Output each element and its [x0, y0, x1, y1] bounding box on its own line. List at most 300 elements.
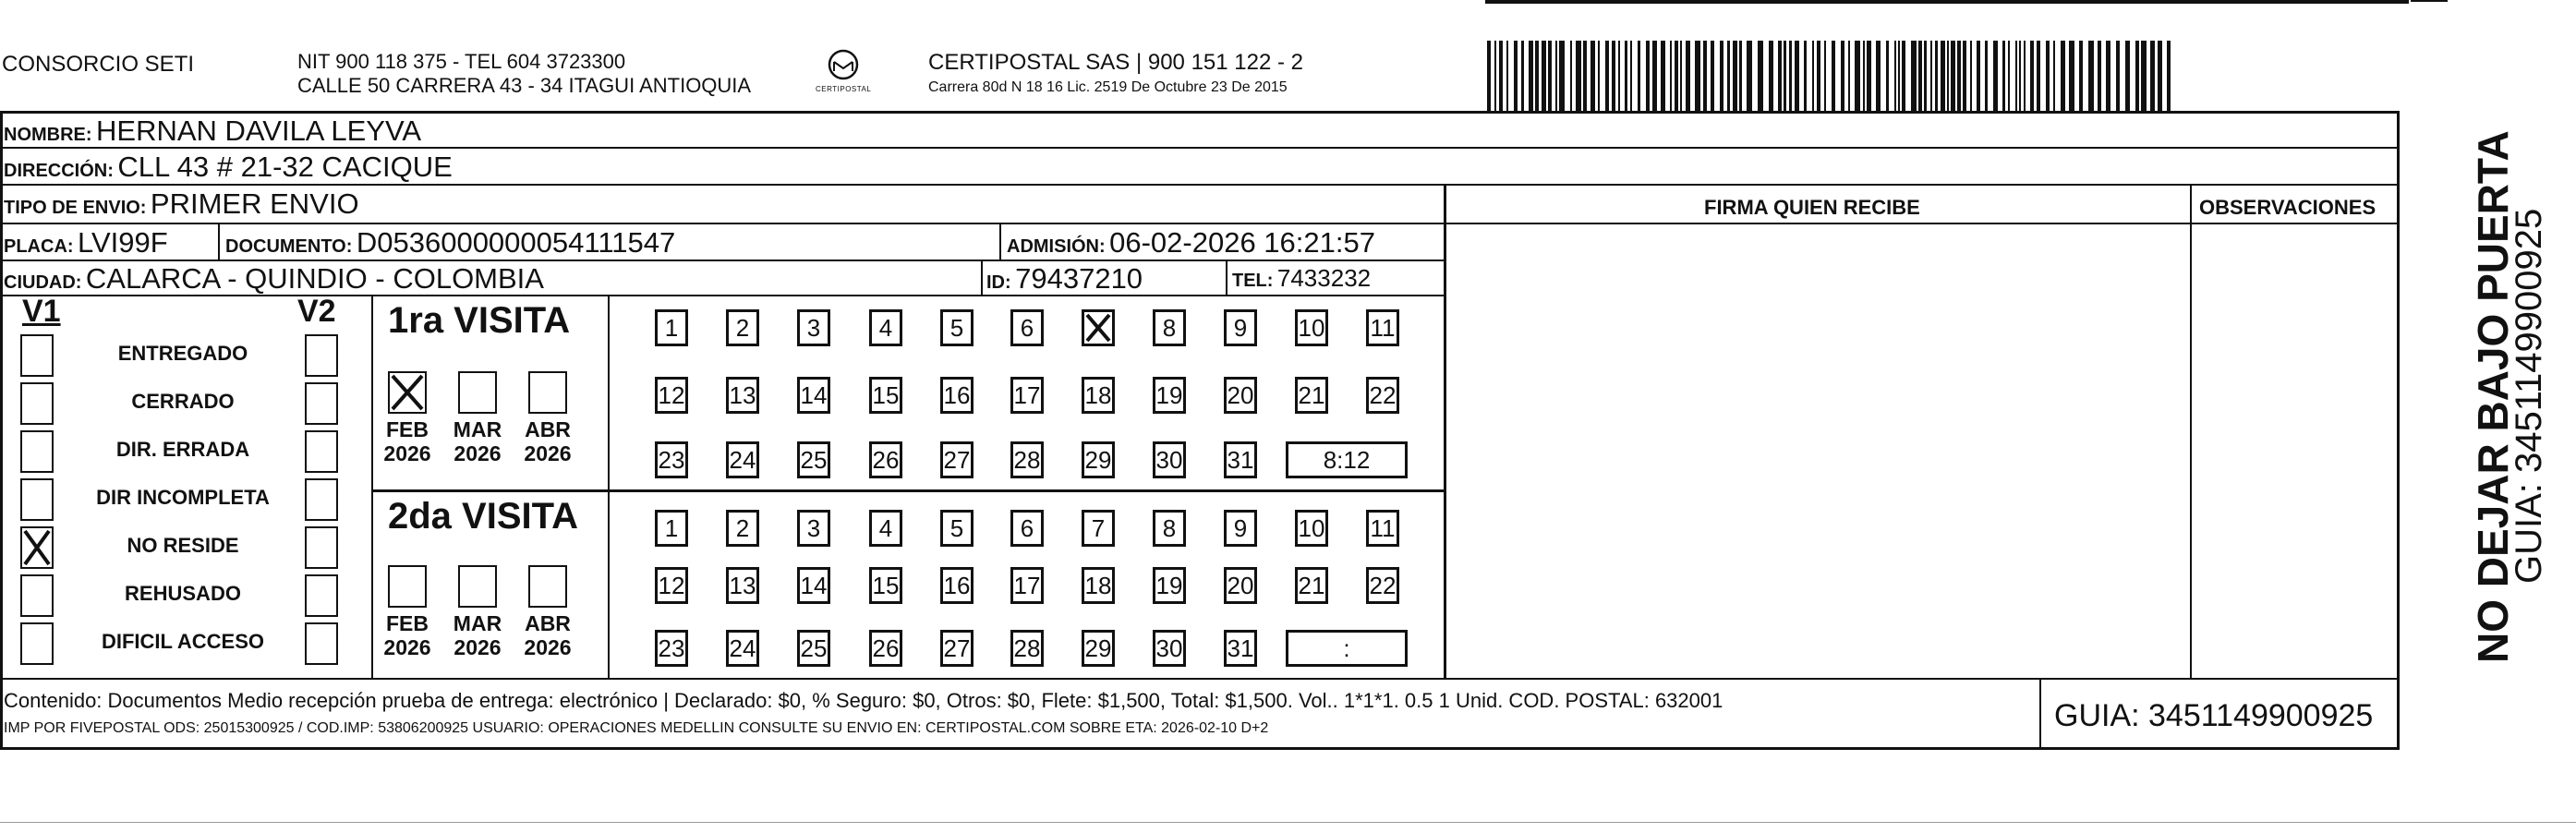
second-visit-day-box[interactable]: [940, 630, 974, 667]
barcode-bar: [1494, 41, 1496, 111]
first-visit-day-number: 27: [943, 446, 971, 474]
envelope-logo-icon: [816, 46, 871, 102]
barcode-bar: [1824, 41, 1826, 111]
first-visit-day-box[interactable]: [940, 441, 974, 478]
first-visit-day-box[interactable]: [797, 441, 830, 478]
barcode-bar: [1680, 41, 1682, 111]
second-visit-day-number: 4: [878, 514, 893, 542]
barcode-bar: [1957, 41, 1961, 111]
barcode-bar: [1848, 41, 1850, 111]
second-visit-day-number: 20: [1227, 572, 1254, 599]
ciudad-label: CIUDAD:: [4, 272, 82, 293]
barcode-bar: [1855, 41, 1860, 111]
placa-field: [4, 226, 168, 260]
v1-checkbox[interactable]: [20, 430, 54, 473]
admision-value: 06-02-2026 16:21:57: [1109, 226, 1375, 259]
v1-checkbox[interactable]: [20, 382, 54, 425]
barcode-bar: [1804, 41, 1807, 111]
second-visit-day-box[interactable]: [1010, 510, 1044, 547]
month-label: ABR: [525, 611, 571, 635]
first-visit-day-number: 12: [658, 381, 685, 409]
barcode-bar: [1576, 41, 1581, 111]
v2-checkbox[interactable]: [305, 622, 338, 665]
second-visit-day-number: 1: [664, 514, 679, 542]
barcode-bar: [1506, 41, 1508, 111]
year-label: 2026: [454, 441, 502, 465]
barcode-bar: [1670, 41, 1672, 111]
second-visit-day-number: 25: [800, 634, 828, 662]
barcode-bar: [1894, 41, 1896, 111]
first-visit-day-number: 1: [664, 314, 679, 342]
first-visit-day-number: 13: [729, 381, 756, 409]
tipo-envio-label: TIPO DE ENVIO:: [4, 198, 147, 218]
barcode: [1485, 41, 2171, 111]
barcode-bar: [1583, 41, 1587, 111]
observaciones-label: OBSERVACIONES: [2199, 196, 2376, 219]
first-visit-day-number: 11: [1370, 314, 1396, 342]
first-visit-day-box[interactable]: [1082, 309, 1115, 346]
month-checkbox[interactable]: [528, 565, 567, 608]
barcode-bar: [1778, 41, 1782, 111]
second-visit-day-number: 2: [735, 514, 750, 542]
barcode-bar: [1499, 41, 1503, 111]
barcode-bar: [2150, 41, 2155, 111]
second-visit-title: 2da VISITA: [388, 496, 578, 537]
month-checkbox[interactable]: [458, 371, 497, 414]
first-visit-day-box[interactable]: [1224, 441, 1257, 478]
second-visit-day-number: 30: [1155, 634, 1183, 662]
barcode-bar: [2098, 41, 2101, 111]
first-visit-day-number: 17: [1013, 381, 1041, 409]
x-mark-icon: [390, 373, 425, 412]
second-visit-day-box[interactable]: [726, 630, 759, 667]
x-mark-icon: [1084, 312, 1112, 344]
tel-field: [1232, 264, 1371, 293]
first-visit-day-number: 29: [1084, 446, 1112, 474]
second-visit-day-number: 23: [658, 634, 685, 662]
address-line: CALLE 50 CARRERA 43 - 34 ITAGUI ANTIOQUIA: [297, 74, 752, 97]
barcode-bar: [2046, 41, 2050, 111]
first-visit-day-box[interactable]: [869, 441, 902, 478]
documento-label: DOCUMENTO:: [225, 236, 353, 257]
imp-line: IMP POR FIVEPOSTAL ODS: 25015300925 / COD.IMP: 53806200925 USUARIO: OPERACIONES MEDELLIN CONSULTE SU ENVIO EN: CERTIPOSTAL.COM SOBRE ETA: 2026-02-10 D+2: [4, 720, 1269, 736]
first-visit-day-number: 5: [949, 314, 964, 342]
barcode-bar: [1590, 41, 1595, 111]
nombre-label: NOMBRE:: [4, 125, 92, 145]
second-visit-day-box[interactable]: [1153, 510, 1186, 547]
barcode-bar: [1675, 41, 1678, 111]
first-visit-day-box[interactable]: [1295, 377, 1328, 414]
second-visit-day-number: 5: [949, 514, 964, 542]
barcode-bar: [2019, 41, 2021, 111]
second-visit-day-number: 21: [1298, 572, 1325, 599]
certipostal-logo: [816, 46, 871, 102]
barcode-bar: [1898, 41, 1900, 111]
barcode-bar: [1542, 41, 1546, 111]
barcode-bar: [1977, 41, 1980, 111]
month-label: FEB: [386, 417, 429, 441]
barcode-bar: [2141, 41, 2147, 111]
barcode-bar: [1930, 41, 1932, 111]
v1-checkbox[interactable]: [20, 478, 54, 521]
first-visit-day-number: 2: [735, 314, 750, 342]
year-label: 2026: [524, 635, 572, 659]
barcode-bar: [1638, 41, 1640, 111]
first-visit-day-box[interactable]: [869, 377, 902, 414]
second-visit-day-box[interactable]: [655, 510, 688, 547]
first-visit-day-box[interactable]: [1224, 309, 1257, 346]
first-visit-day-box[interactable]: [655, 309, 688, 346]
observations-area[interactable]: [2193, 225, 2396, 677]
second-visit-day-box[interactable]: [869, 630, 902, 667]
reason-label: REHUSADO: [125, 582, 241, 605]
tel-label: TEL:: [1232, 271, 1274, 291]
first-visit-day-number: 31: [1227, 446, 1254, 474]
first-visit-day-number: 16: [943, 381, 971, 409]
v1-checkbox[interactable]: [20, 526, 54, 569]
barcode-bar: [1612, 41, 1615, 111]
first-visit-title: 1ra VISITA: [388, 300, 571, 341]
second-visit-day-box[interactable]: [1295, 510, 1328, 547]
second-visit-day-box[interactable]: [1366, 567, 1399, 604]
first-visit-day-box[interactable]: [940, 309, 974, 346]
direccion-field: [4, 151, 453, 184]
barcode-bar: [2008, 41, 2010, 111]
ciudad-value: CALARCA - QUINDIO - COLOMBIA: [85, 262, 544, 295]
first-visit-day-box[interactable]: [655, 377, 688, 414]
barcode-bar: [1863, 41, 1865, 111]
first-visit-day-box[interactable]: [1010, 309, 1044, 346]
barcode-bar: [1646, 41, 1650, 111]
first-visit-day-number: 10: [1298, 314, 1325, 342]
first-visit-day-number: 6: [1020, 314, 1034, 342]
second-visit-day-number: 10: [1298, 514, 1325, 542]
month-label: MAR: [453, 417, 502, 441]
barcode-bar: [2061, 41, 2065, 111]
id-field: [986, 262, 1143, 296]
barcode-bar: [1876, 41, 1881, 111]
barcode-bar: [1758, 41, 1763, 111]
tel-value: 7433232: [1276, 264, 1372, 292]
contenido-line: Contenido: Documentos Medio recepción prueba de entrega: electrónico | Declarado: $0, % Seguro: $0, Otros: $0, Flete: $1,500, Total: $1,500. Vol.. 1*1*1. 0.5 1 Unid. COD. POSTAL: 632001: [4, 689, 1723, 712]
second-visit-day-number: 16: [943, 572, 971, 599]
second-visit-day-box[interactable]: [1153, 567, 1186, 604]
year-label: 2026: [524, 441, 572, 465]
second-visit-day-box[interactable]: [940, 510, 974, 547]
license-line: Carrera 80d N 18 16 Lic. 2519 De Octubre 23 De 2015: [928, 79, 1288, 95]
first-visit-day-number: 22: [1369, 381, 1397, 409]
second-visit-day-box[interactable]: [1224, 567, 1257, 604]
second-visit-day-number: 7: [1091, 514, 1106, 542]
placa-value: LVI99F: [78, 226, 168, 259]
barcode-bar: [2024, 41, 2026, 111]
barcode-bar: [1625, 41, 1627, 111]
barcode-bar: [1487, 41, 1491, 111]
v2-checkbox[interactable]: [305, 574, 338, 617]
barcode-bar: [1951, 41, 1955, 111]
first-visit-day-number: 28: [1013, 446, 1041, 474]
second-visit-day-number: 28: [1013, 634, 1041, 662]
v2-checkbox[interactable]: [305, 334, 338, 377]
first-visit-day-box[interactable]: [726, 377, 759, 414]
v1-checkbox[interactable]: [20, 574, 54, 617]
second-visit-day-box[interactable]: [797, 567, 830, 604]
barcode-bar: [1924, 41, 1927, 111]
first-visit-day-number: 9: [1233, 314, 1248, 342]
first-visit-day-number: 21: [1298, 381, 1325, 409]
nombre-field: [4, 115, 421, 148]
signature-area[interactable]: [1447, 225, 2188, 677]
barcode-bar: [1733, 41, 1737, 111]
month-checkbox[interactable]: [388, 565, 427, 608]
barcode-bar: [1841, 41, 1844, 111]
barcode-bar: [1902, 41, 1905, 111]
first-visit-day-box[interactable]: [1082, 441, 1115, 478]
first-visit-day-box[interactable]: [1153, 377, 1186, 414]
first-visit-day-box[interactable]: [1153, 441, 1186, 478]
second-visit-day-number: 15: [872, 572, 900, 599]
x-mark-icon: [22, 528, 52, 567]
reason-label: DIR INCOMPLETA: [96, 486, 270, 509]
first-visit-day-number: 14: [800, 381, 828, 409]
month-label: ABR: [525, 417, 571, 441]
v1-label: V1: [22, 294, 61, 329]
first-visit-day-box[interactable]: [797, 309, 830, 346]
first-visit-day-number: 30: [1155, 446, 1183, 474]
second-visit-day-number: 8: [1162, 514, 1177, 542]
second-visit-day-number: 13: [729, 572, 756, 599]
barcode-bar: [1941, 41, 1945, 111]
barcode-bar: [1935, 41, 1938, 111]
barcode-bar: [1686, 41, 1690, 111]
barcode-bar: [2079, 41, 2083, 111]
second-visit-day-number: 3: [806, 514, 821, 542]
v1-checkbox[interactable]: [20, 334, 54, 377]
barcode-bar: [1652, 41, 1657, 111]
placa-label: PLACA:: [4, 236, 74, 257]
v2-checkbox[interactable]: [305, 526, 338, 569]
first-visit-day-number: 19: [1155, 381, 1183, 409]
second-visit-day-box[interactable]: [940, 567, 974, 604]
barcode-bar: [1514, 41, 1518, 111]
second-visit-day-box[interactable]: [655, 567, 688, 604]
carrier-line: CERTIPOSTAL SAS | 900 151 122 - 2: [928, 50, 1303, 75]
documento-value: D0536000000054111547: [356, 226, 676, 259]
first-visit-day-box[interactable]: [1366, 309, 1399, 346]
nit-line: NIT 900 118 375 - TEL 604 3723300: [297, 50, 626, 73]
id-label: ID:: [986, 272, 1011, 293]
barcode-bar: [2116, 41, 2120, 111]
barcode-bar: [2069, 41, 2074, 111]
second-visit-day-box[interactable]: [726, 510, 759, 547]
second-visit-day-number: 27: [943, 634, 971, 662]
second-visit-day-number: 11: [1370, 514, 1396, 542]
v2-checkbox[interactable]: [305, 382, 338, 425]
barcode-bar: [1795, 41, 1799, 111]
second-visit-day-box[interactable]: [1224, 510, 1257, 547]
company-name: CONSORCIO SETI: [2, 52, 195, 77]
first-visit-day-box[interactable]: [1010, 441, 1044, 478]
second-visit-day-number: 29: [1084, 634, 1112, 662]
documento-field: [225, 226, 675, 260]
v2-label: V2: [297, 294, 336, 329]
direccion-label: DIRECCIÓN:: [4, 161, 114, 181]
first-visit-day-box[interactable]: [940, 377, 974, 414]
barcode-bar: [1703, 41, 1707, 111]
v2-checkbox[interactable]: [305, 430, 338, 473]
barcode-bar: [1993, 41, 1998, 111]
barcode-bar: [2053, 41, 2055, 111]
second-visit-day-box[interactable]: [1224, 630, 1257, 667]
barcode-image: [1485, 41, 2171, 111]
barcode-bar: [2135, 41, 2139, 111]
nombre-value: HERNAN DAVILA LEYVA: [96, 115, 422, 147]
barcode-bar: [1985, 41, 1988, 111]
admision-label: ADMISIÓN:: [1007, 236, 1106, 257]
second-visit-day-number: 19: [1155, 572, 1183, 599]
admision-field: [1007, 226, 1375, 260]
second-visit-day-box[interactable]: [869, 567, 902, 604]
barcode-bar: [1570, 41, 1572, 111]
barcode-bar: [1739, 41, 1742, 111]
reason-label: DIFICIL ACCESO: [101, 630, 264, 653]
barcode-bar: [1911, 41, 1917, 111]
second-visit-day-number: 9: [1233, 514, 1248, 542]
year-label: 2026: [383, 635, 431, 659]
barcode-bar: [2106, 41, 2110, 111]
barcode-bar: [1812, 41, 1814, 111]
barcode-bar: [1832, 41, 1835, 111]
second-visit-day-box[interactable]: [1082, 510, 1115, 547]
second-visit-day-box[interactable]: [869, 510, 902, 547]
first-visit-day-number: 23: [658, 446, 685, 474]
first-visit-day-number: 24: [729, 446, 756, 474]
barcode-bar: [2088, 41, 2094, 111]
logo-text: CERTIPOSTAL: [816, 85, 872, 93]
barcode-bar: [1789, 41, 1792, 111]
first-visit-day-box[interactable]: [1295, 309, 1328, 346]
barcode-bar: [1529, 41, 1533, 111]
barcode-bar: [2158, 41, 2162, 111]
barcode-bar: [1555, 41, 1557, 111]
first-visit-day-box[interactable]: [726, 309, 759, 346]
barcode-bar: [1711, 41, 1714, 111]
second-visit-day-box[interactable]: [655, 630, 688, 667]
second-visit-day-box[interactable]: [1082, 567, 1115, 604]
vertical-guia-text: GUIA: 3451149900925: [2509, 208, 2549, 584]
second-visit-time-box[interactable]: :: [1286, 630, 1408, 667]
first-visit-day-number: 4: [878, 314, 893, 342]
barcode-bar: [1695, 41, 1700, 111]
firma-label: FIRMA QUIEN RECIBE: [1704, 196, 1920, 219]
reason-label: DIR. ERRADA: [115, 438, 250, 461]
id-value: 79437210: [1015, 262, 1143, 295]
second-visit-day-box[interactable]: [1010, 567, 1044, 604]
second-visit-day-number: 22: [1369, 572, 1397, 599]
second-visit-day-box[interactable]: [797, 630, 830, 667]
reason-label: NO RESIDE: [127, 534, 239, 557]
guia-box: GUIA: 3451149900925: [2054, 698, 2374, 733]
month-label: MAR: [453, 611, 502, 635]
barcode-bar: [1769, 41, 1773, 111]
barcode-bar: [2125, 41, 2130, 111]
first-visit-day-number: 26: [872, 446, 900, 474]
direccion-value: CLL 43 # 21-32 CACIQUE: [117, 151, 453, 183]
year-label: 2026: [454, 635, 502, 659]
second-visit-day-number: 24: [729, 634, 756, 662]
first-visit-day-number: 3: [806, 314, 821, 342]
second-visit-day-box[interactable]: [1010, 630, 1044, 667]
barcode-bar: [2037, 41, 2040, 111]
second-visit-day-number: 26: [872, 634, 900, 662]
v1-checkbox[interactable]: [20, 622, 54, 665]
first-visit-day-number: 18: [1084, 381, 1112, 409]
second-visit-day-box[interactable]: [1153, 630, 1186, 667]
barcode-bar: [1559, 41, 1565, 111]
reason-label: CERRADO: [131, 390, 235, 413]
barcode-bar: [1886, 41, 1889, 111]
barcode-bar: [2015, 41, 2017, 111]
barcode-bar: [1867, 41, 1871, 111]
first-visit-day-box[interactable]: [1366, 377, 1399, 414]
month-checkbox[interactable]: [458, 565, 497, 608]
first-visit-day-box[interactable]: [655, 441, 688, 478]
first-visit-day-box[interactable]: [797, 377, 830, 414]
first-visit-day-box[interactable]: [1153, 309, 1186, 346]
ciudad-field: [4, 262, 544, 296]
second-visit-day-box[interactable]: [1366, 510, 1399, 547]
barcode-bar: [1784, 41, 1786, 111]
barcode-bar: [1747, 41, 1752, 111]
barcode-bar: [1918, 41, 1922, 111]
barcode-bar: [1817, 41, 1820, 111]
first-visit-day-box[interactable]: [1082, 377, 1115, 414]
second-visit-day-box[interactable]: [1082, 630, 1115, 667]
barcode-bar: [1605, 41, 1609, 111]
barcode-bar: [1661, 41, 1665, 111]
first-visit-day-box[interactable]: [869, 309, 902, 346]
first-visit-day-box[interactable]: [726, 441, 759, 478]
month-checkbox[interactable]: [388, 371, 427, 414]
second-visit-day-box[interactable]: [797, 510, 830, 547]
tipo-envio-value: PRIMER ENVIO: [150, 187, 359, 220]
barcode-bar: [1727, 41, 1730, 111]
first-visit-day-box[interactable]: [1010, 377, 1044, 414]
first-visit-day-number: 15: [872, 381, 900, 409]
barcode-bar: [1970, 41, 1972, 111]
reason-label: ENTREGADO: [117, 342, 248, 365]
second-visit-day-number: 6: [1020, 514, 1034, 542]
barcode-bar: [1720, 41, 1723, 111]
barcode-bar: [1521, 41, 1524, 111]
barcode-bar: [1535, 41, 1539, 111]
second-visit-day-box[interactable]: [726, 567, 759, 604]
first-visit-day-box[interactable]: [1224, 377, 1257, 414]
barcode-bar: [1618, 41, 1620, 111]
first-visit-day-number: 25: [800, 446, 828, 474]
second-visit-day-box[interactable]: [1295, 567, 1328, 604]
barcode-bar: [2002, 41, 2005, 111]
barcode-bar: [2030, 41, 2034, 111]
barcode-bar: [1548, 41, 1552, 111]
year-label: 2026: [383, 441, 431, 465]
v2-checkbox[interactable]: [305, 478, 338, 521]
first-visit-time-box[interactable]: 8:12: [1286, 441, 1408, 478]
first-visit-day-number: 20: [1227, 381, 1254, 409]
barcode-bar: [1963, 41, 1966, 111]
month-checkbox[interactable]: [528, 371, 567, 414]
barcode-bar: [1947, 41, 1949, 111]
